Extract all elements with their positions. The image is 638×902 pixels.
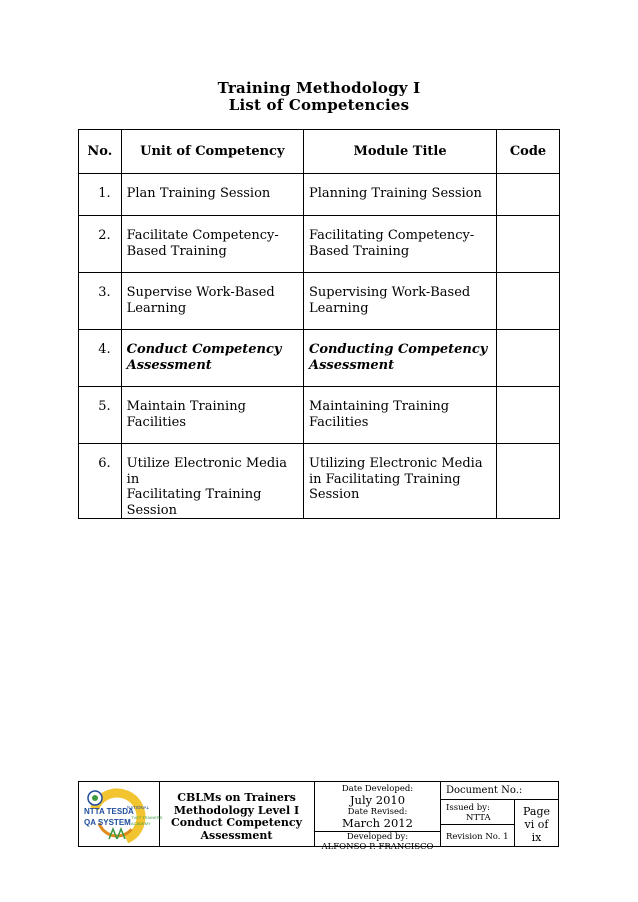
unit-line: Based Training <box>126 243 227 259</box>
row-number: 3. <box>79 273 122 330</box>
unit-line: Supervise Work-Based <box>126 285 275 300</box>
unit-of-competency <box>121 330 303 387</box>
module-line: in Facilitating Training <box>309 471 461 487</box>
logo-side1: NATIONAL <box>127 805 150 810</box>
unit-line: Plan Training Session <box>126 186 271 201</box>
table-row <box>79 330 560 387</box>
table-header-row <box>79 130 560 174</box>
row-number: 1. <box>79 174 122 216</box>
unit-of-competency <box>121 216 303 273</box>
cblm-line: CBLMs on Trainers <box>177 791 296 804</box>
table-row <box>79 216 560 273</box>
row-number: 5. <box>79 387 122 444</box>
document-subtitle: List of Competencies <box>228 96 410 114</box>
logo-cell <box>79 782 163 846</box>
table-row <box>79 387 560 444</box>
table-row <box>79 174 560 216</box>
code-cell <box>497 387 560 444</box>
page-line: Page <box>522 805 551 818</box>
table-row <box>79 444 560 519</box>
unit-of-competency <box>121 273 303 330</box>
module-line: Conducting Competency <box>309 342 488 357</box>
document-info-cell <box>440 782 558 846</box>
date-revised: March 2012 <box>342 816 413 830</box>
header-unit: Unit of Competency <box>121 130 303 174</box>
table-row <box>79 273 560 330</box>
module-title <box>304 174 497 216</box>
header-module: Module Title <box>304 130 497 174</box>
module-line: Session <box>309 487 360 502</box>
module-line: Facilitating Competency- <box>309 228 475 243</box>
header-code: Code <box>497 130 560 174</box>
code-cell <box>497 330 560 387</box>
document-footer <box>78 781 559 852</box>
code-cell <box>497 174 560 216</box>
page-number-cell <box>515 800 558 846</box>
row-number: 2. <box>79 216 122 273</box>
module-title <box>304 330 497 387</box>
developed-by-label: Developed by: <box>346 832 409 842</box>
revision-no: Revision No. 1 <box>440 825 515 846</box>
module-line: Supervising Work-Based <box>309 285 471 300</box>
logo-seal-core <box>92 795 98 801</box>
code-cell <box>497 216 560 273</box>
unit-line: Conduct Competency <box>126 342 282 357</box>
module-line: Planning Training Session <box>309 186 482 201</box>
developed-by-block <box>315 831 440 852</box>
module-line: Maintaining Training <box>309 399 450 414</box>
logo-line1: NTTA TESDA <box>84 807 134 816</box>
logo-side2: TVET TRAINERS <box>131 815 163 820</box>
row-number: 4. <box>79 330 122 387</box>
unit-line: Session <box>126 502 177 518</box>
module-title <box>304 387 497 444</box>
code-cell <box>497 444 560 519</box>
code-cell <box>497 273 560 330</box>
module-line: Utilizing Electronic Media <box>309 456 483 471</box>
cblm-line: Conduct Competency <box>171 816 302 829</box>
issued-by-label: Issued by: <box>446 803 490 813</box>
unit-line: Learning <box>126 300 187 316</box>
module-title <box>304 273 497 330</box>
date-developed-label: Date Developed: <box>341 784 414 794</box>
unit-line: Facilities <box>126 414 187 430</box>
module-line: Based Training <box>309 243 410 259</box>
unit-of-competency <box>121 174 303 216</box>
developed-by: ALFONSO P. FRANCISCO <box>321 842 434 852</box>
unit-line: Utilize Electronic Media in <box>126 456 288 487</box>
date-revised-label: Date Revised: <box>347 807 408 817</box>
module-title <box>304 444 497 519</box>
dates-cell <box>315 782 441 852</box>
cblm-title-cell <box>159 782 315 846</box>
unit-line: Facilitating Training <box>126 487 262 502</box>
cblm-line: Methodology Level I <box>173 803 300 817</box>
logo-side3: ACADEMY <box>131 821 151 826</box>
document-title: Training Methodology I <box>217 79 421 97</box>
unit-of-competency <box>121 387 303 444</box>
module-line: Learning <box>309 300 369 316</box>
cblm-line: Assessment <box>200 828 273 842</box>
document-no-label: Document No.: <box>440 782 558 800</box>
competency-table <box>78 129 560 519</box>
module-line: Assessment <box>309 357 395 373</box>
page-line: vi of <box>524 818 549 831</box>
tesda-seal-icon <box>83 787 163 841</box>
unit-line: Facilitate Competency- <box>126 228 279 243</box>
page-line: ix <box>531 831 542 844</box>
row-number: 6. <box>79 444 122 519</box>
unit-line: Maintain Training <box>126 399 246 414</box>
logo-line2: QA SYSTEM <box>84 818 131 827</box>
date-developed: July 2010 <box>349 793 406 807</box>
issued-by-cell <box>440 800 515 825</box>
header-no: No. <box>79 130 122 174</box>
issued-by: NTTA <box>466 813 491 823</box>
logo-figures <box>109 829 125 839</box>
module-title <box>304 216 497 273</box>
unit-of-competency <box>121 444 303 519</box>
module-line: Facilities <box>309 414 369 430</box>
unit-line: Assessment <box>126 357 212 373</box>
